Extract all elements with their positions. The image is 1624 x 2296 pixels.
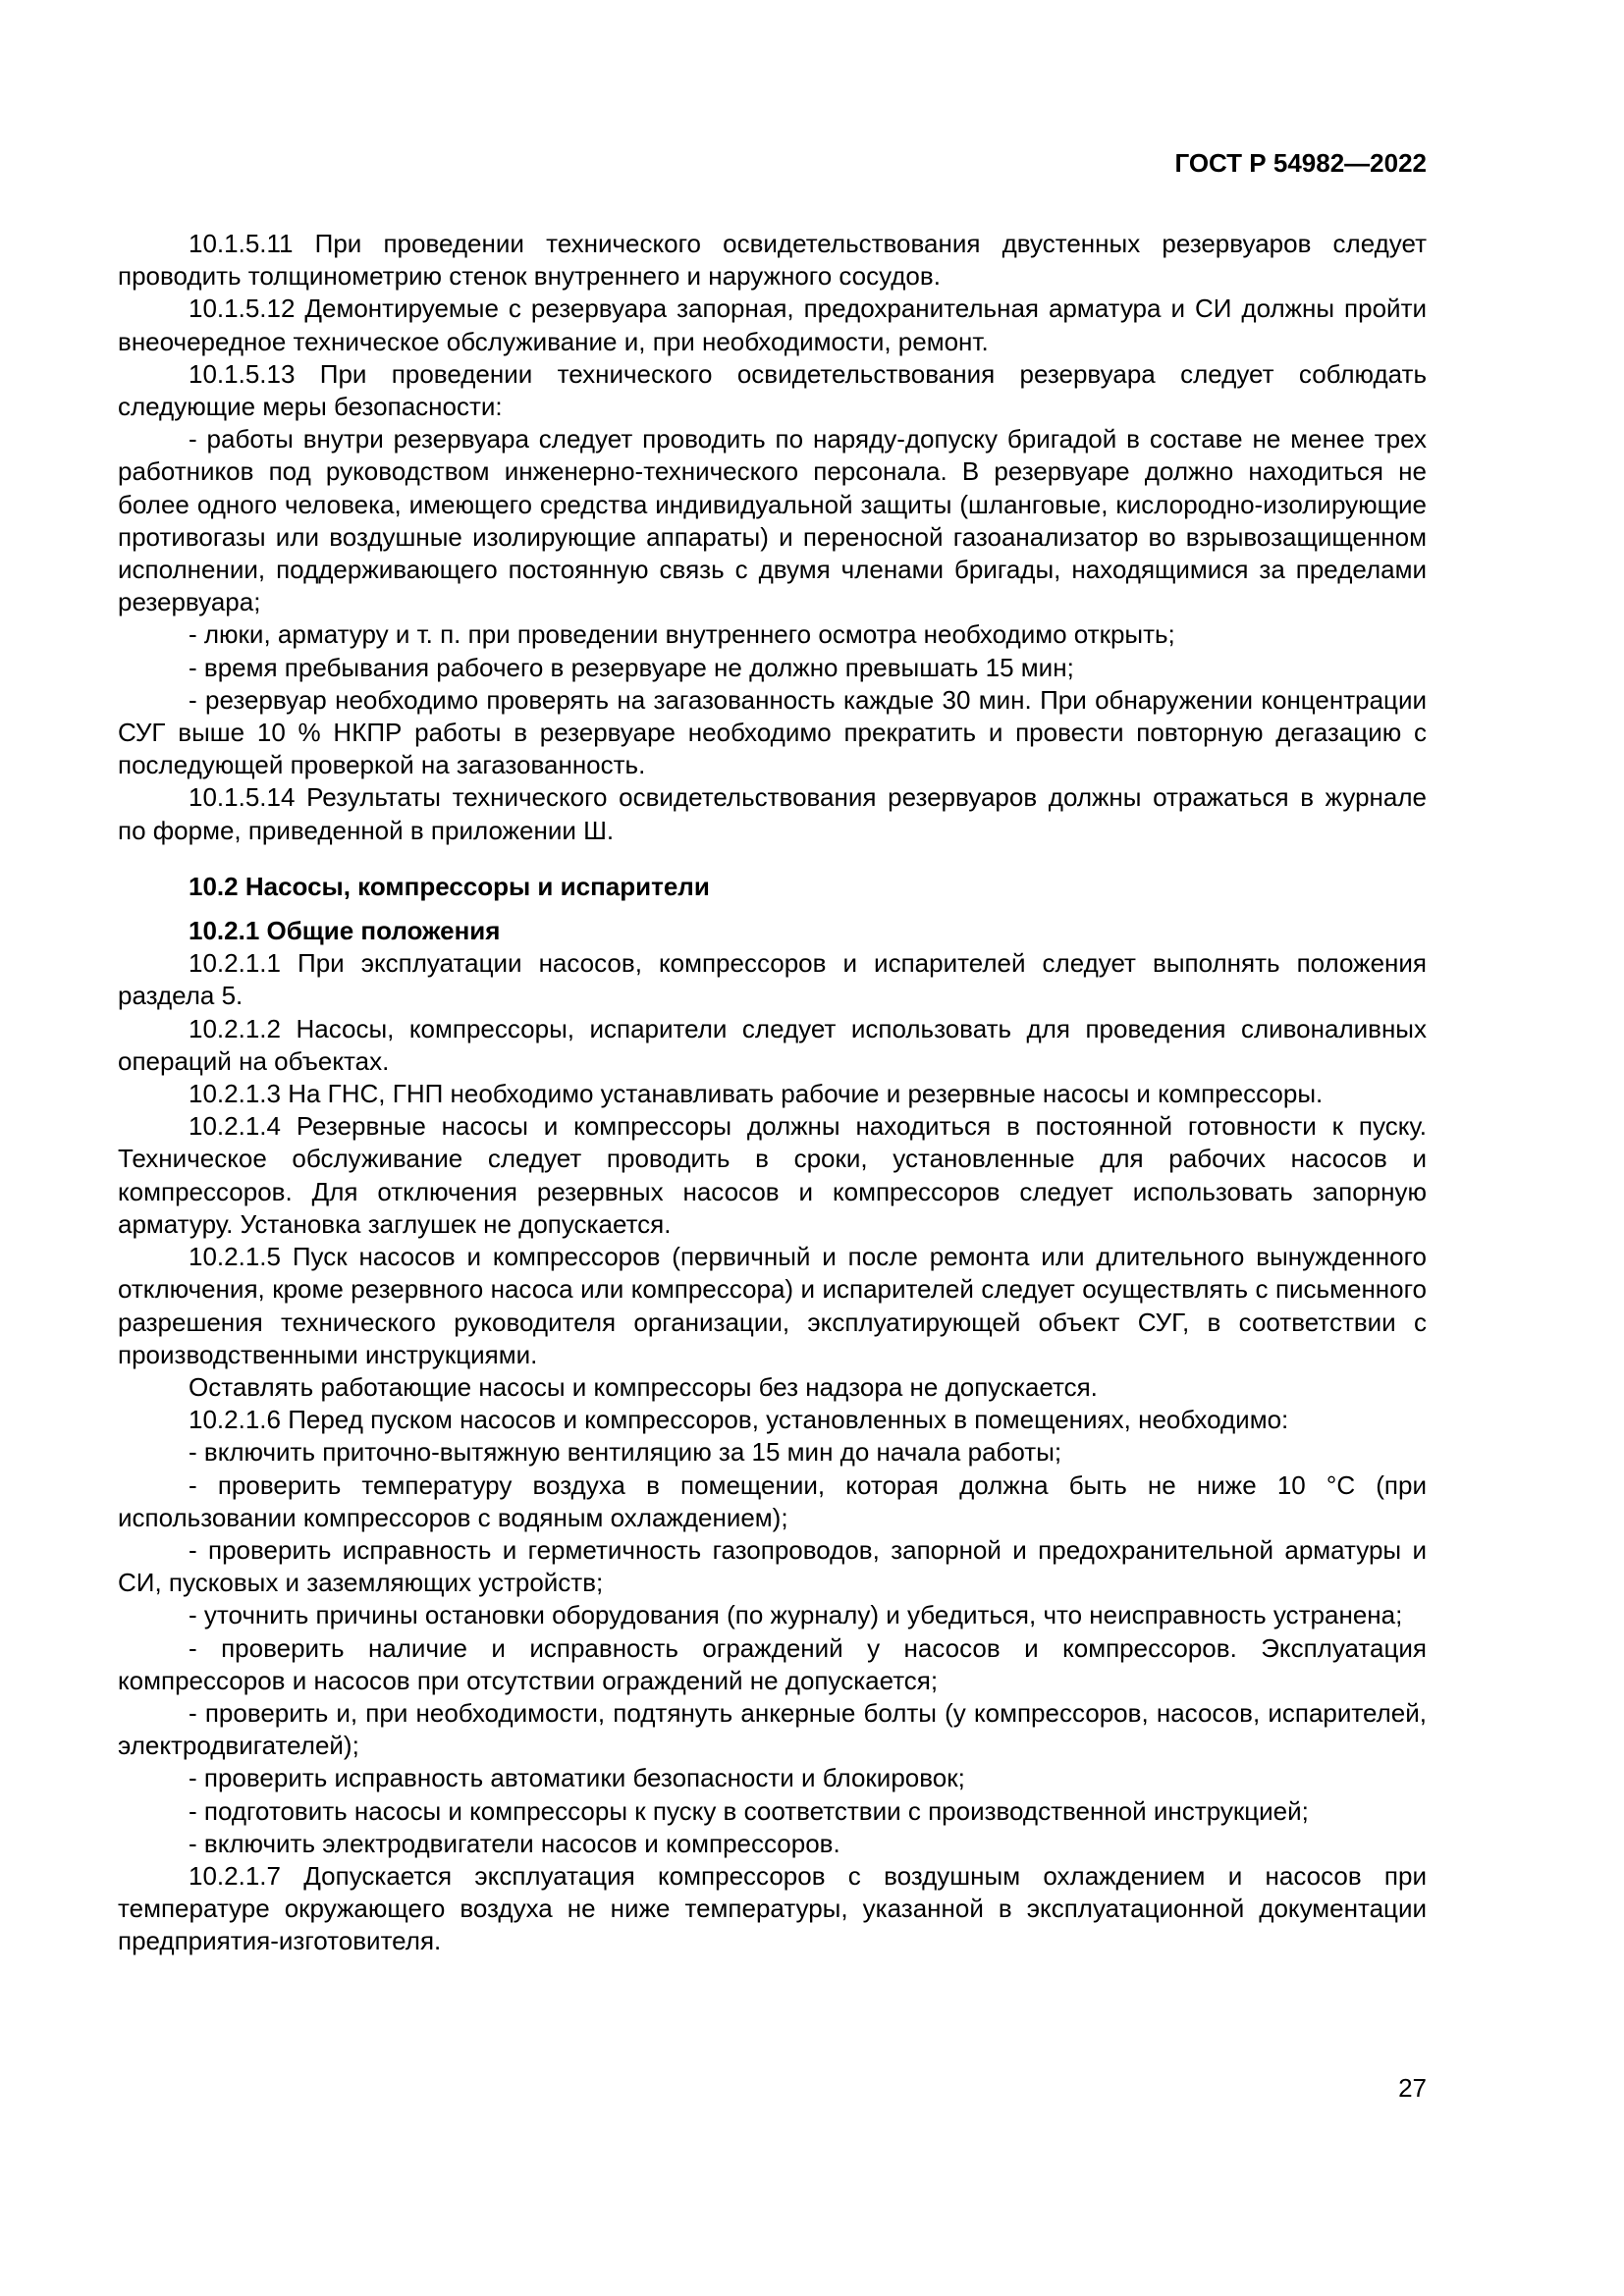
section-heading: 10.2 Насосы, компрессоры и испарители <box>189 871 710 901</box>
paragraph: 10.2.1.3 На ГНС, ГНП необходимо устанавливать рабочие и резервные насосы и компрессоры. <box>189 1079 1324 1109</box>
paragraph: 10.1.5.13 При проведении технического освидетельствования резервуара следует соблюдать следующие меры безопасности: <box>118 358 1427 422</box>
paragraph: Оставлять работающие насосы и компрессоры без надзора не допускается. <box>189 1371 1098 1402</box>
paragraph: 10.2.1.4 Резервные насосы и компрессоры должны находиться в постоянной готовности к пуску. Техническое обслуживание следует проводить в сроки, установленные для рабочих насосов и компрессоров. Для отключения резервных насосов и компрессоров следует использовать запорную арматуру. Установка заглушек не допускается. <box>118 1111 1427 1239</box>
page-number: 27 <box>1398 2073 1427 2103</box>
paragraph: - включить приточно-вытяжную вентиляцию за 15 мин до начала работы; <box>189 1437 1062 1468</box>
paragraph: - проверить исправность и герметичность газопроводов, запорной и предохранительной арматуры и СИ, пусковых и заземляющих устройств; <box>118 1534 1427 1598</box>
paragraph: - уточнить причины остановки оборудования (по журналу) и убедиться, что неисправность устранена; <box>189 1600 1403 1630</box>
paragraph: - время пребывания рабочего в резервуаре не должно превышать 15 мин; <box>189 652 1074 682</box>
paragraph: 10.2.1.6 Перед пуском насосов и компрессоров, установленных в помещениях, необходимо: <box>189 1405 1289 1435</box>
paragraph: - проверить исправность автоматики безопасности и блокировок; <box>189 1763 965 1793</box>
paragraph: - проверить наличие и исправность ограждений у насосов и компрессоров. Эксплуатация компрессоров и насосов при отсутствии ограждений не допускается; <box>118 1632 1427 1695</box>
paragraph: - включить электродвигатели насосов и компрессоров. <box>189 1828 840 1858</box>
paragraph: 10.2.1.1 При эксплуатации насосов, компрессоров и испарителей следует выполнять положения раздела 5. <box>118 948 1427 1011</box>
paragraph: 10.1.5.12 Демонтируемые с резервуара запорная, предохранительная арматура и СИ должны пройти внеочередное техническое обслуживание и, при необходимости, ремонт. <box>118 294 1427 356</box>
running-header: ГОСТ Р 54982—2022 <box>1174 148 1427 178</box>
paragraph: 10.2.1.7 Допускается эксплуатация компрессоров с воздушным охлаждением и насосов при температуре окружающего воздуха не ниже температуры, указанной в эксплуатационной документации предприятия-изготовителя. <box>118 1860 1427 1956</box>
paragraph: 10.2.1.5 Пуск насосов и компрессоров (первичный и после ремонта или длительного вынужденного отключения, кроме резервного насоса или компрессора) и испарителей следует осуществлять с письменного разрешения технического руководителя организации, эксплуатирующей объект СУГ, в соответствии с производственными инструкциями. <box>118 1242 1427 1369</box>
paragraph: - люки, арматуру и т. п. при проведении внутреннего осмотра необходимо открыть; <box>189 619 1175 650</box>
paragraph: - проверить температуру воздуха в помещении, которая должна быть не ниже 10 °С (при использовании компрессоров с водяным охлаждением); <box>118 1469 1427 1532</box>
paragraph: 10.2.1.2 Насосы, компрессоры, испарители следует использовать для проведения сливоналивных операций на объектах. <box>118 1013 1427 1076</box>
paragraph: - подготовить насосы и компрессоры к пуску в соответствии с производственной инструкцией; <box>189 1795 1309 1826</box>
paragraph: - работы внутри резервуара следует проводить по наряду-допуску бригадой в составе не менее трех работников под руководством инженерно-технического персонала. В резервуаре должно находиться не более одного человека, имеющего средства индивидуальной защиты (шланговые, кислородно-изолирующие противогазы или воздушные изолирующие аппараты) и переносной газоанализатор во взрывозащищенном исполнении, поддерживающего постоянную связь с двумя членами бригады, находящимися за пределами резервуара; <box>118 424 1427 617</box>
paragraph: - резервуар необходимо проверять на загазованность каждые 30 мин. При обнаружении концентрации СУГ выше 10 % НКПР работы в резервуаре необходимо прекратить и провести повторную дегазацию с последующей проверкой на загазованность. <box>118 684 1427 780</box>
paragraph: 10.1.5.11 При проведении технического освидетельствования двустенных резервуаров следует проводить толщинометрию стенок внутреннего и наружного сосудов. <box>118 229 1427 292</box>
paragraph: - проверить и, при необходимости, подтянуть анкерные болты (у компрессоров, насосов, испарителей, электродвигателей); <box>118 1697 1427 1761</box>
paragraph: 10.1.5.14 Результаты технического освидетельствования резервуаров должны отражаться в журнале по форме, приведенной в приложении Ш. <box>118 782 1427 845</box>
subsection-heading: 10.2.1 Общие положения <box>189 916 501 946</box>
document-body <box>118 228 1427 1958</box>
